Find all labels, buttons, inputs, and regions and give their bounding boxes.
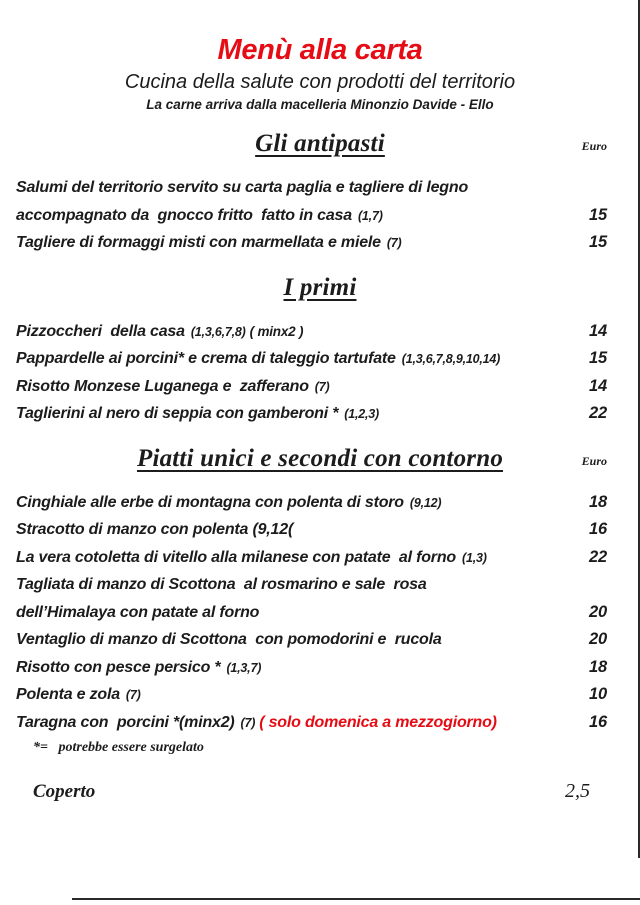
item-price: 22	[589, 547, 607, 566]
coperto-row	[0, 780, 640, 803]
section-title: Gli antipasti	[255, 130, 385, 157]
coperto-label: Coperto	[33, 781, 96, 802]
item-qualifier: ( minx2 )	[249, 323, 304, 339]
item-allergens: (1,3,6,7,8)	[190, 324, 246, 339]
item-allergens: (7)	[314, 379, 330, 394]
menu-title: Menù alla carta	[217, 34, 423, 66]
item-allergens: (9,12)	[409, 495, 442, 510]
item-price: 15	[589, 349, 607, 367]
menu-item-row	[0, 709, 640, 737]
page-edge-line-bottom	[72, 898, 640, 900]
item-allergens: (1,7)	[357, 208, 383, 223]
item-text: Risotto Monzese Luganega e zafferano	[16, 377, 309, 395]
item-price: 14	[589, 376, 607, 395]
item-text: Pizzoccheri della casa	[16, 322, 185, 340]
menu-item-row	[0, 681, 640, 709]
item-price: 18	[589, 492, 607, 511]
item-text: Salumi del territorio servito su carta paglia e tagliere di legno	[16, 179, 469, 196]
item-text: Ventaglio di manzo di Scottona con pomodorini e rucola	[16, 631, 442, 648]
butcher-note: La carne arriva dalla macelleria Minonzio Davide - Ello	[146, 97, 494, 112]
euro-label: Euro	[581, 453, 607, 468]
item-text: dell’Himalaya con patate al forno	[16, 603, 260, 621]
item-price: 18	[589, 657, 607, 676]
menu-item-row	[0, 571, 640, 599]
coperto-price: 2,5	[565, 780, 590, 802]
menu-item-row	[0, 516, 640, 544]
item-text: Tagliere di formaggi misti con marmellata e miele	[16, 234, 381, 251]
item-text: Polenta e zola	[16, 686, 120, 703]
menu-item-row	[0, 174, 640, 202]
section-title: I primi	[283, 273, 357, 301]
item-price: 14	[589, 321, 607, 340]
menu-item-row	[0, 229, 640, 257]
frozen-product-footnote: *= potrebbe essere surgelato	[33, 740, 204, 755]
section-title: Piatti unici e secondi con contorno	[136, 444, 504, 472]
section-rows-antipasti	[0, 174, 640, 257]
section-heading-antipasti	[0, 127, 640, 161]
section-rows-primi	[0, 318, 640, 428]
menu-item-row	[0, 373, 640, 401]
menu-item-row	[0, 654, 640, 682]
item-availability-note-red: ( solo domenica a mezzogiorno)	[259, 713, 497, 731]
item-text: Pappardelle ai porcini* e crema di taleggio tartufate	[16, 350, 396, 367]
item-allergens: (7)	[386, 236, 402, 250]
item-price: 16	[589, 712, 607, 731]
item-price: 22	[589, 404, 607, 422]
item-text: Taragna con porcini *(minx2)	[16, 713, 235, 731]
item-allergens: (7)	[240, 715, 256, 730]
menu-item-row	[0, 626, 640, 654]
section-heading-primi	[0, 271, 640, 305]
menu-item-row	[0, 202, 640, 230]
item-text: Tagliata di manzo di Scottona al rosmarino e sale rosa	[16, 576, 427, 593]
item-text: Cinghiale alle erbe di montagna con polenta di storo	[16, 493, 404, 511]
menu-item-row	[0, 345, 640, 373]
menu-item-row	[0, 318, 640, 346]
item-allergens: (1,2,3)	[344, 407, 379, 421]
item-text: Taglierini al nero di seppia con gamberoni *	[16, 405, 339, 422]
menu-item-row	[0, 489, 640, 517]
item-allergens: (1,3,6,7,8,9,10,14)	[401, 352, 501, 366]
section-rows-secondi	[0, 489, 640, 737]
euro-label: Euro	[581, 139, 607, 153]
item-allergens: (7)	[125, 688, 141, 702]
item-text: Stracotto di manzo con polenta (9,12(	[16, 521, 294, 538]
item-price: 20	[589, 630, 607, 648]
item-text: Risotto con pesce persico *	[16, 658, 221, 676]
item-price: 20	[589, 602, 607, 621]
menu-item-row	[0, 544, 640, 572]
menu-subtitle: Cucina della salute con prodotti del territorio	[124, 71, 516, 93]
menu-item-row	[0, 400, 640, 428]
item-price: 10	[589, 685, 607, 703]
item-text: accompagnato da gnocco fritto fatto in casa	[16, 206, 352, 224]
item-price: 15	[589, 233, 607, 251]
item-allergens: (1,3)	[461, 550, 487, 565]
item-price: 15	[589, 205, 607, 224]
menu-item-row	[0, 599, 640, 627]
section-heading-secondi	[0, 442, 640, 476]
item-price: 16	[589, 520, 607, 538]
item-allergens: (1,3,7)	[226, 660, 262, 675]
item-text: La vera cotoletta di vitello alla milanese con patate al forno	[16, 548, 456, 566]
menu-header	[0, 0, 640, 113]
